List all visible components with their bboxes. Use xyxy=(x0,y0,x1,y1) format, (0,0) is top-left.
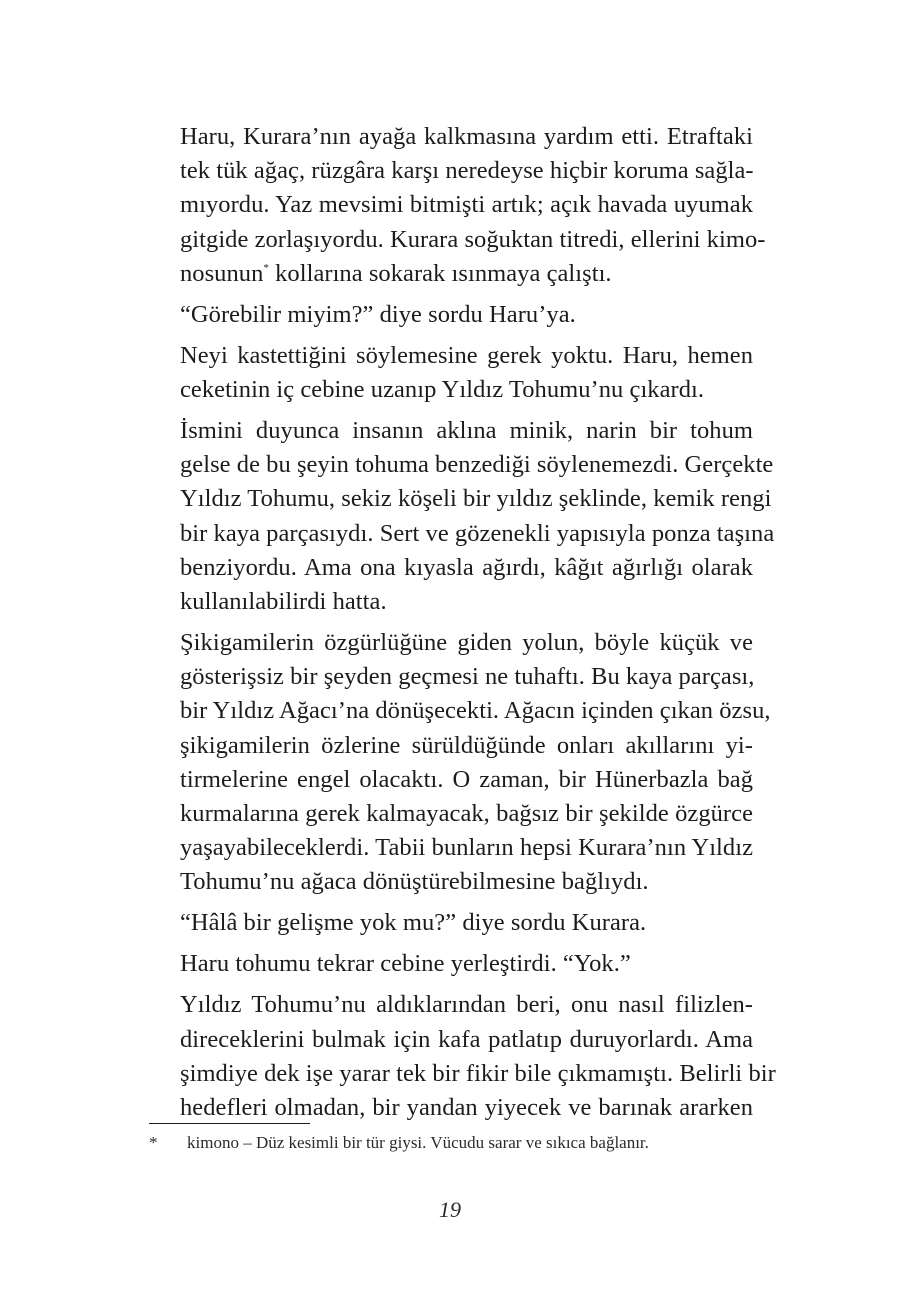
text-line: Haru tohumu tekrar cebine yerleştirdi. “Yok.” xyxy=(180,950,631,978)
text-line: yaşayabileceklerdi. Tabii bunların hepsi Kurara’nın Yıldız xyxy=(180,834,753,862)
text-line: tirmelerine engel olacaktı. O zaman, bir Hünerbazla bağ xyxy=(180,765,753,793)
text-line: şikigamilerin özlerine sürüldüğünde onları akıllarını yi- xyxy=(180,731,753,759)
footnote-divider xyxy=(149,1123,310,1124)
text-fragment: kollarına sokarak ısınmaya çalıştı. xyxy=(268,259,612,287)
text-line: ceketinin iç cebine uzanıp Yıldız Tohumu’nu çıkardı. xyxy=(180,376,705,404)
text-line: Yıldız Tohumu, sekiz köşeli bir yıldız şeklinde, kemik rengi xyxy=(180,485,772,513)
footnote-marker: * xyxy=(149,1133,158,1152)
paragraph-7 xyxy=(149,947,753,981)
text-line: gitgide zorlaşıyordu. Kurara soğuktan titredi, ellerini kimo- xyxy=(180,225,766,253)
text-line: direceklerini bulmak için kafa patlatıp duruyorlardı. Ama xyxy=(180,1025,753,1053)
text-line: Haru, Kurara’nın ayağa kalkmasına yardım etti. Etraftaki xyxy=(180,123,753,150)
footnote-reference: * xyxy=(263,261,269,274)
text-line: mıyordu. Yaz mevsimi bitmişti artık; açık havada uyumak xyxy=(180,191,753,219)
text-line: şimdiye dek işe yarar tek bir fikir bile çıkmamıştı. Belirli bir xyxy=(180,1059,776,1087)
text-line: gösterişsiz bir şeyden geçmesi ne tuhaftı. Bu kaya parçası, xyxy=(180,663,755,691)
text-line: bir Yıldız Ağacı’na dönüşecekti. Ağacın içinden çıkan özsu, xyxy=(180,697,771,725)
text-line: bir kaya parçasıydı. Sert ve gözenekli yapısıyla ponza taşına xyxy=(180,519,775,547)
text-line: kurmalarına gerek kalmayacak, bağsız bir şekilde özgürce xyxy=(180,800,753,828)
text-line: İsmini duyunca insanın aklına minik, narin bir tohum xyxy=(180,417,753,445)
text-line: Tohumu’nu ağaca dönüştürebilmesine bağlıydı. xyxy=(180,868,649,896)
text-line: “Hâlâ bir gelişme yok mu?” diye sordu Kurara. xyxy=(180,909,647,937)
text-line: gelse de bu şeyin tohuma benzediği söylenemezdi. Gerçekte xyxy=(180,451,774,479)
text-line: Şikigamilerin özgürlüğüne giden yolun, böyle küçük ve xyxy=(180,629,753,657)
paragraph-8 xyxy=(149,988,776,1125)
paragraph-5 xyxy=(149,626,771,900)
paragraph-4 xyxy=(149,414,775,619)
page-number: 19 xyxy=(439,1197,461,1222)
paragraph-6 xyxy=(149,906,753,940)
footnote-text: kimono – Düz kesimli bir tür giysi. Vücudu sarar ve sıkıca bağlanır. xyxy=(187,1133,649,1152)
paragraph-3 xyxy=(149,339,753,407)
text-fragment: nosunun xyxy=(180,259,264,287)
text-line: “Görebilir miyim?” diye sordu Haru’ya. xyxy=(180,300,576,328)
footnote xyxy=(149,1131,753,1155)
text-line: Yıldız Tohumu’nu aldıklarından beri, onu nasıl filizlen- xyxy=(180,991,753,1019)
text-line: hedefleri olmadan, bir yandan yiyecek ve barınak ararken xyxy=(180,1094,753,1122)
paragraph-1 xyxy=(149,120,766,291)
text-line: kullanılabilirdi hatta. xyxy=(180,588,387,616)
paragraph-2 xyxy=(149,298,753,332)
text-line: Neyi kastettiğini söylemesine gerek yoktu. Haru, hemen xyxy=(180,341,753,369)
text-line xyxy=(149,257,753,291)
body-text xyxy=(149,120,776,1132)
text-line: benziyordu. Ama ona kıyasla ağırdı, kâğıt ağırlığı olarak xyxy=(180,553,753,581)
text-line: tek tük ağaç, rüzgâra karşı neredeyse hiçbir koruma sağla- xyxy=(180,157,754,185)
